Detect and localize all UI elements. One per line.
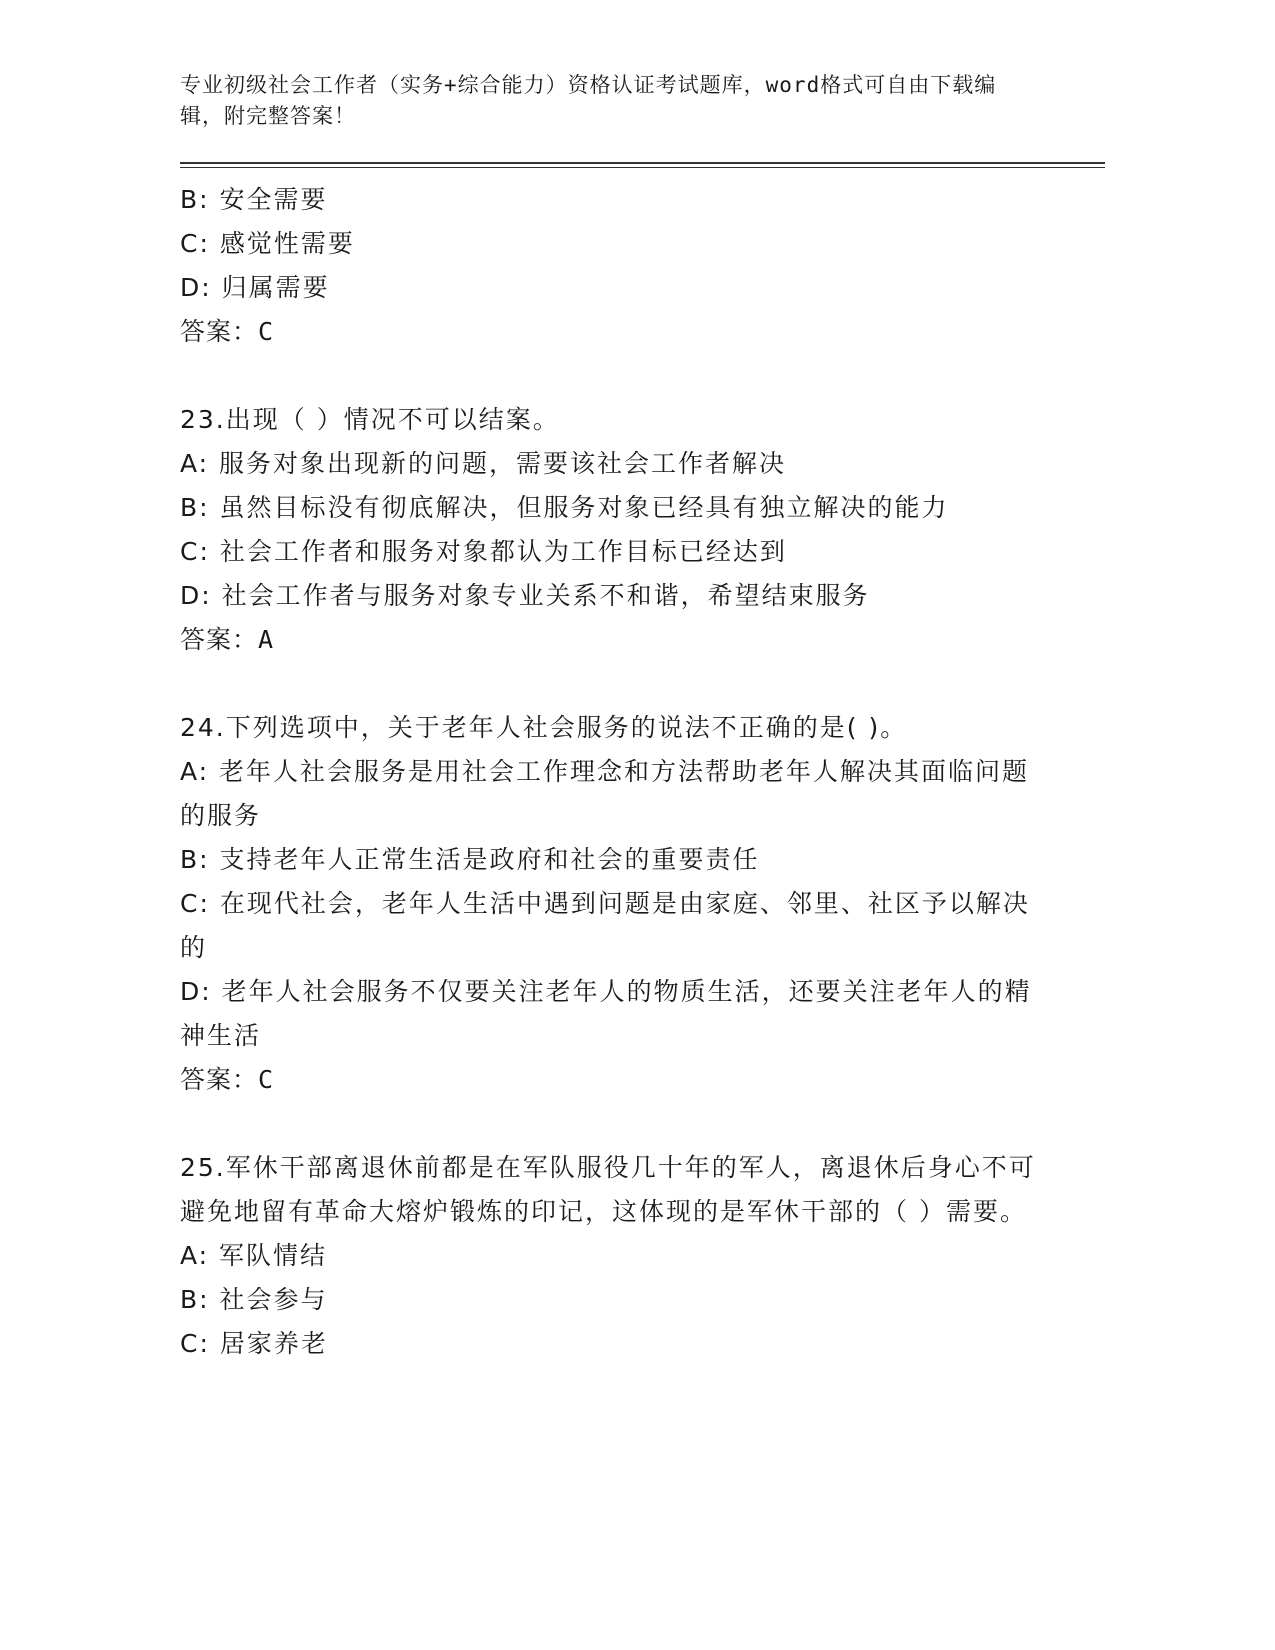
question-text: 25.军休干部离退休前都是在军队服役几十年的军人，离退休后身心不可避免地留有革命大熔炉锻炼的印记，这体现的是军休干部的（ ）需要。 bbox=[180, 1153, 1036, 1226]
option-b: B: 虽然目标没有彻底解决，但服务对象已经具有独立解决的能力 bbox=[180, 493, 949, 522]
answer-line bbox=[180, 618, 1105, 662]
option-c: C: 社会工作者和服务对象都认为工作目标已经达到 bbox=[180, 537, 787, 566]
option-a: A: 老年人社会服务是用社会工作理念和方法帮助老年人解决其面临问题的服务 bbox=[180, 757, 1030, 830]
document-page bbox=[180, 70, 1105, 1410]
answer-label: 答案： bbox=[180, 625, 259, 654]
option-b: B: 支持老年人正常生活是政府和社会的重要责任 bbox=[180, 845, 760, 874]
question-text: 23.出现（ ）情况不可以结案。 bbox=[180, 405, 560, 434]
answer-value: C bbox=[258, 317, 275, 346]
option-a: A: 服务对象出现新的问题，需要该社会工作者解决 bbox=[180, 449, 787, 478]
option-d: D: 社会工作者与服务对象专业关系不和谐，希望结束服务 bbox=[180, 581, 870, 610]
option-b: B: 社会参与 bbox=[180, 1285, 328, 1314]
option-c: C: 在现代社会，老年人生活中遇到问题是由家庭、邻里、社区予以解决的 bbox=[180, 889, 1030, 962]
option-d: D: 归属需要 bbox=[180, 273, 330, 302]
answer-line bbox=[180, 310, 1105, 354]
question-23 bbox=[180, 398, 1105, 662]
option-c: C: 居家养老 bbox=[180, 1329, 328, 1358]
question-text: 24.下列选项中，关于老年人社会服务的说法不正确的是( )。 bbox=[180, 713, 908, 742]
answer-line bbox=[180, 1058, 1105, 1102]
option-a: A: 军队情结 bbox=[180, 1241, 328, 1270]
question-22-tail bbox=[180, 178, 1105, 354]
option-b: B: 安全需要 bbox=[180, 185, 328, 214]
question-24 bbox=[180, 706, 1105, 1102]
answer-label: 答案： bbox=[180, 317, 259, 346]
answer-value: A bbox=[258, 625, 275, 654]
answer-value: C bbox=[258, 1065, 275, 1094]
question-25 bbox=[180, 1146, 1105, 1366]
header-divider bbox=[180, 162, 1105, 168]
answer-label: 答案： bbox=[180, 1065, 259, 1094]
option-d: D: 老年人社会服务不仅要关注老年人的物质生活，还要关注老年人的精神生活 bbox=[180, 977, 1032, 1050]
option-c: C: 感觉性需要 bbox=[180, 229, 355, 258]
document-header: 专业初级社会工作者（实务+综合能力）资格认证考试题库，word格式可自由下载编辑，附完整答案！ bbox=[180, 73, 997, 128]
